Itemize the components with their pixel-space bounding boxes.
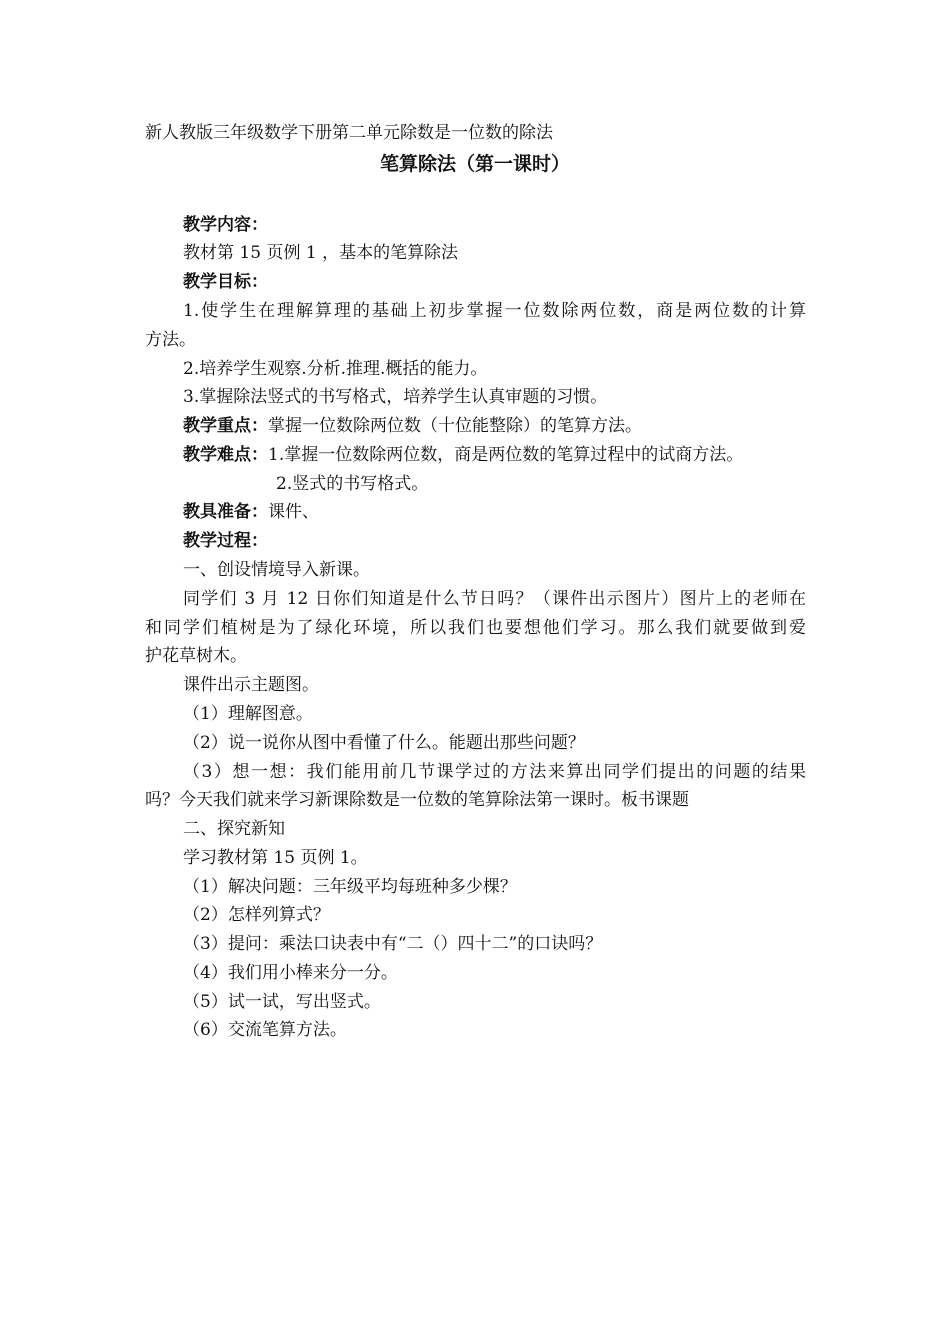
study-line: 学习教材第 15 页例 1。: [183, 848, 368, 868]
document-subtitle: 新人教版三年级数学下册第二单元除数是一位数的除法: [145, 123, 553, 143]
question-3: （3）提问：乘法口诀表中有“二（）四十二”的口诀吗？: [183, 934, 603, 954]
step-1: （1）理解图意。: [183, 704, 313, 724]
para-1-line-3: 护花草树木。: [145, 646, 247, 666]
difficulty-item-2: 2.竖式的书写格式。: [276, 474, 429, 494]
para-1-line-1: 同学们 3 月 12 日你们知道是什么节日吗？（课件出示图片）图片上的老师在: [183, 589, 806, 609]
step-3-line-2: 吗？今天我们就来学习新课除数是一位数的笔算除法第一课时。板书课题: [145, 790, 689, 810]
document-title: 笔算除法（第一课时）: [379, 153, 570, 175]
key-point-label: 教学重点：: [183, 416, 268, 436]
tools-label: 教具准备：: [183, 502, 268, 522]
content-label: 教学内容：: [183, 215, 268, 235]
key-point-text: 掌握一位数除两位数（十位能整除）的笔算方法。: [268, 416, 642, 436]
question-5: （5）试一试，写出竖式。: [183, 992, 381, 1012]
objectives-label: 教学目标：: [183, 272, 268, 292]
objective-1-line-1: 1.使学生在理解算理的基础上初步掌握一位数除两位数，商是两位数的计算: [183, 301, 806, 321]
objective-3: 3.掌握除法竖式的书写格式，培养学生认真审题的习惯。: [183, 387, 608, 407]
section-1-heading: 一、创设情境导入新课。: [183, 560, 370, 580]
question-6: （6）交流笔算方法。: [183, 1020, 347, 1040]
tools-text: 课件、: [268, 502, 319, 522]
key-point: [183, 415, 642, 437]
difficulty-label: 教学难点：: [183, 445, 268, 465]
show-theme: 课件出示主题图。: [183, 675, 319, 695]
content-text: 教材第 15 页例 1 ，基本的笔算除法: [183, 243, 459, 263]
tools: [183, 501, 319, 523]
objective-2: 2.培养学生观察.分析.推理.概括的能力。: [183, 359, 488, 379]
difficulty-item-1: 1.掌握一位数除两位数，商是两位数的笔算过程中的试商方法。: [268, 445, 744, 465]
question-1: （1）解决问题：三年级平均每班种多少棵？: [183, 877, 517, 897]
step-3-line-1: （3）想一想：我们能用前几节课学过的方法来算出同学们提出的问题的结果: [183, 762, 806, 782]
difficulty: [183, 444, 743, 466]
question-2: （2）怎样列算式？: [183, 905, 330, 925]
section-2-heading: 二、探究新知: [183, 819, 285, 839]
process-label: 教学过程：: [183, 531, 268, 551]
step-2: （2）说一说你从图中看懂了什么。能题出那些问题？: [183, 733, 585, 753]
para-1-line-2: 和同学们植树是为了绿化环境，所以我们也要想他们学习。那么我们就要做到爱: [145, 618, 806, 638]
objective-1-line-2: 方法。: [145, 330, 196, 350]
question-4: （4）我们用小棒来分一分。: [183, 963, 398, 983]
